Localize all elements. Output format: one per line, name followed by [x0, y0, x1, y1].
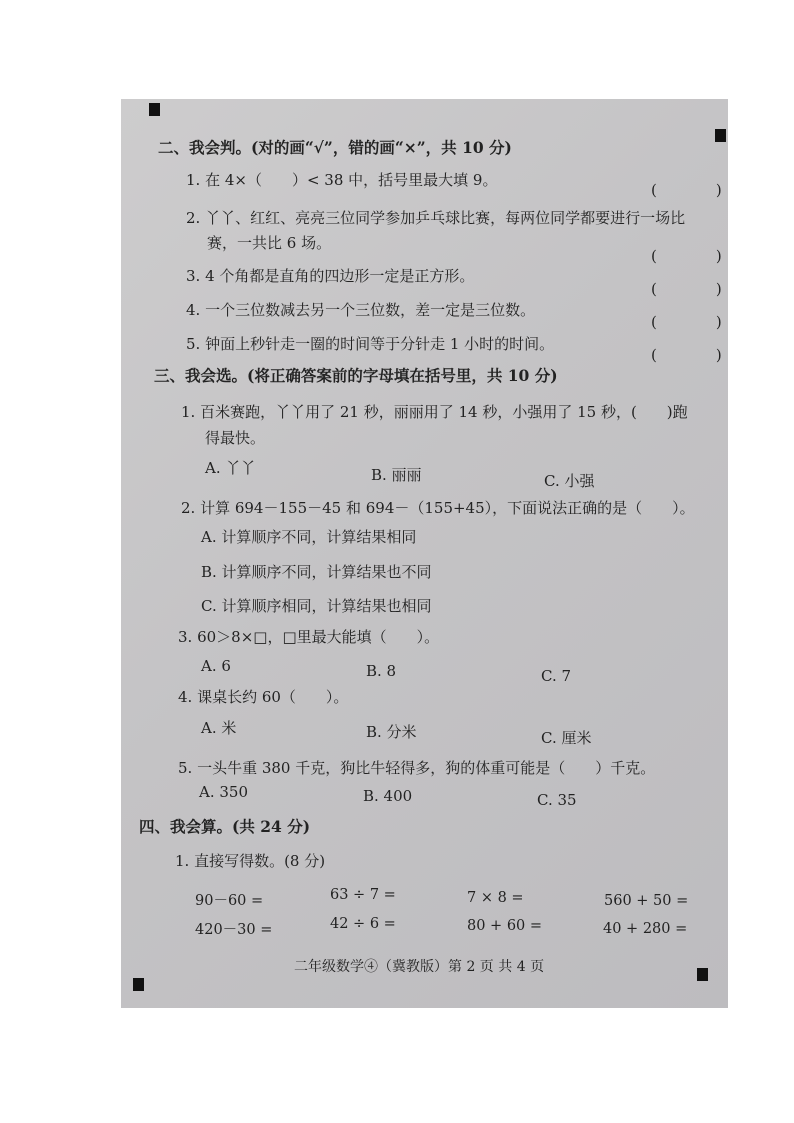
s3-q5-option-b: B. 400 [363, 787, 413, 805]
s2-answer-paren-1: ( ) [651, 181, 744, 199]
section4-heading: 四、我会算。(共 24 分) [139, 817, 311, 836]
calc-item: 420－30 = [195, 922, 273, 938]
s2-question-1: 1. 在 4×（ ）< 38 中，括号里最大填 9。 [186, 171, 498, 189]
exam-page [121, 99, 744, 1008]
s3-question-1-line2: 得最快。 [205, 429, 266, 447]
s2-answer-paren-5: ( ) [651, 346, 744, 364]
s3-question-5: 5. 一头牛重 380 千克，狗比牛轻得多，狗的体重可能是（ ）千克。 [178, 759, 656, 777]
corner-mark-top-left [149, 103, 160, 116]
s3-q1-option-c: C. 小强 [544, 472, 595, 490]
s2-answer-paren-4: ( ) [651, 313, 744, 331]
s3-q4-option-a: A. 米 [201, 719, 237, 737]
s2-question-5: 5. 钟面上秒针走一圈的时间等于分针走 1 小时的时间。 [186, 335, 555, 353]
s2-question-3: 3. 4 个角都是直角的四边形一定是正方形。 [186, 267, 475, 285]
s3-q3-option-a: A. 6 [201, 657, 231, 675]
s4-question-1: 1. 直接写得数。(8 分) [175, 852, 326, 870]
s3-question-3: 3. 60＞8×□，□里最大能填（ ）。 [178, 628, 440, 646]
section2-heading: 二、我会判。(对的画“√”，错的画“×”，共 10 分) [158, 138, 512, 157]
s3-q2-option-c: C. 计算顺序相同，计算结果也相同 [201, 597, 432, 615]
section3-heading: 三、我会选。(将正确答案前的字母填在括号里，共 10 分) [154, 366, 558, 385]
s3-q3-option-c: C. 7 [541, 667, 572, 685]
calc-item: 7 × 8 = [467, 890, 524, 906]
s3-q2-option-a: A. 计算顺序不同，计算结果相同 [201, 528, 417, 546]
page-footer: 二年级数学④（冀教版）第 2 页 共 4 页 [294, 959, 545, 975]
corner-mark-bottom-left [133, 978, 144, 991]
corner-mark-bottom-right [697, 968, 708, 981]
calc-item: 42 ÷ 6 = [330, 916, 396, 932]
corner-mark-top-right [715, 129, 726, 142]
s3-q3-option-b: B. 8 [366, 662, 397, 680]
calc-item: 90－60 = [195, 893, 264, 909]
s2-question-2-line1: 2. 丫丫、红红、亮亮三位同学参加乒乓球比赛，每两位同学都要进行一场比 [186, 209, 686, 227]
s2-question-4: 4. 一个三位数减去另一个三位数，差一定是三位数。 [186, 301, 536, 319]
calc-item: 40 + 280 = [603, 921, 688, 937]
s3-question-4: 4. 课桌长约 60（ ）。 [178, 688, 349, 706]
s3-q2-option-b: B. 计算顺序不同，计算结果也不同 [201, 563, 432, 581]
s3-question-2: 2. 计算 694－155－45 和 694－（155+45），下面说法正确的是（ ）。 [181, 499, 695, 517]
s3-q1-option-a: A. 丫丫 [205, 459, 256, 477]
s3-question-1-line1: 1. 百米赛跑，丫丫用了 21 秒，丽丽用了 14 秒，小强用了 15 秒，( )跑 [181, 403, 688, 421]
s3-q1-option-b: B. 丽丽 [371, 466, 422, 484]
s3-q5-option-c: C. 35 [537, 791, 577, 809]
s3-q4-option-c: C. 厘米 [541, 729, 592, 747]
calc-item: 63 ÷ 7 = [330, 887, 396, 903]
calc-item: 560 + 50 = [604, 893, 689, 909]
calc-item: 80 + 60 = [467, 918, 543, 934]
s3-q5-option-a: A. 350 [199, 783, 248, 801]
s3-q4-option-b: B. 分米 [366, 723, 417, 741]
s2-question-2-line2: 赛，一共比 6 场。 [207, 234, 332, 252]
s2-answer-paren-3: ( ) [651, 280, 744, 298]
s2-answer-paren-2: ( ) [651, 247, 744, 265]
